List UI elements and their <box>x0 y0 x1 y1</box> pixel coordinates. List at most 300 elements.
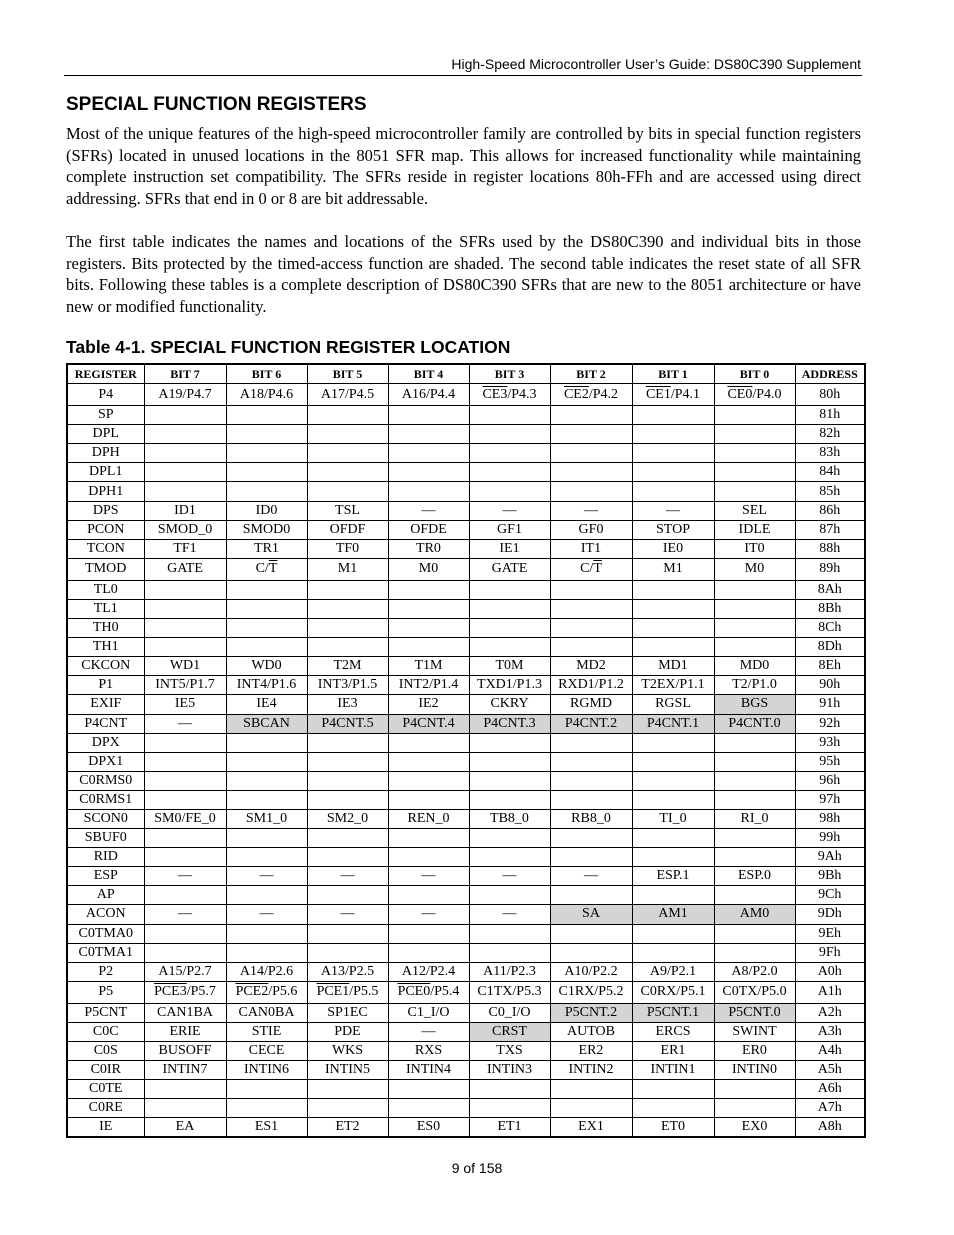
table-row <box>67 1042 865 1061</box>
bit-label: P4CNT.2 <box>564 715 618 731</box>
bit-cell <box>714 829 795 848</box>
bit-cell <box>550 714 632 733</box>
bit-label: SMOD_0 <box>157 521 213 537</box>
table-row <box>67 482 865 501</box>
bit-label: ESP.0 <box>737 868 772 884</box>
bit-label: — <box>421 502 436 518</box>
bit-cell <box>632 520 714 539</box>
bit-cell <box>714 1003 795 1022</box>
address-cell: 99h <box>795 829 865 848</box>
active-low-signal: $\overline{T}$ <box>593 561 602 577</box>
bit-cell <box>469 962 550 981</box>
bit-label: ET1 <box>497 1119 522 1135</box>
bit-cell <box>550 558 632 580</box>
bit-cell <box>144 733 226 752</box>
table-row <box>67 1080 865 1099</box>
bit-cell <box>714 558 795 580</box>
bit-cell <box>469 886 550 905</box>
bit-label: — <box>584 502 598 518</box>
bit-cell <box>388 580 469 599</box>
bit-cell <box>388 1003 469 1022</box>
bit-cell <box>144 638 226 657</box>
register-name-cell: C0C <box>67 1022 144 1041</box>
bit-cell <box>469 771 550 790</box>
bit-label: SM2_0 <box>326 811 369 827</box>
table-row <box>67 809 865 828</box>
bit-cell <box>632 1080 714 1099</box>
bit-label: /P5.6 <box>268 984 298 1000</box>
bit-label: C0TX/P5.0 <box>722 984 787 1000</box>
bit-cell <box>550 695 632 714</box>
bit-cell <box>144 714 226 733</box>
table-row <box>67 752 865 771</box>
bit-cell <box>550 1080 632 1099</box>
bit-cell <box>714 1042 795 1061</box>
bit-cell <box>144 752 226 771</box>
bit-cell <box>307 790 388 809</box>
address-cell: 9Ah <box>795 848 865 867</box>
bit-cell <box>388 444 469 463</box>
address-cell: 98h <box>795 809 865 828</box>
address-cell: 92h <box>795 714 865 733</box>
register-name-cell: C0TMA1 <box>67 943 144 962</box>
address-cell: 8Dh <box>795 638 865 657</box>
bit-cell <box>469 981 550 1003</box>
bit-cell <box>144 539 226 558</box>
bit-cell <box>469 558 550 580</box>
bit-label: SA <box>582 906 600 922</box>
table-row <box>67 771 865 790</box>
bit-cell <box>632 962 714 981</box>
bit-cell <box>632 482 714 501</box>
bit-cell <box>144 425 226 444</box>
register-name-cell: DPS <box>67 501 144 520</box>
bit-cell <box>550 1022 632 1041</box>
bit-cell <box>226 809 307 828</box>
bit-cell <box>307 905 388 924</box>
bit-cell <box>714 962 795 981</box>
table-row <box>67 1022 865 1041</box>
address-cell: 83h <box>795 444 865 463</box>
bit-label: — <box>259 906 274 922</box>
bit-cell <box>388 771 469 790</box>
bit-cell <box>714 539 795 558</box>
bit-cell <box>632 425 714 444</box>
bit-cell <box>632 539 714 558</box>
bit-cell <box>550 384 632 406</box>
bit-label: INTIN7 <box>162 1062 208 1078</box>
bit-label: RGSL <box>655 696 691 712</box>
bit-cell <box>632 619 714 638</box>
bit-label: TI_0 <box>659 811 687 827</box>
bit-label: IT0 <box>744 540 765 556</box>
bit-label: MD0 <box>739 658 770 674</box>
bit-label: A16/P4.4 <box>401 386 456 402</box>
bit-label: IE0 <box>662 540 684 556</box>
bit-label: GF1 <box>497 521 522 537</box>
bit-cell <box>144 1061 226 1080</box>
bit-label: BGS <box>740 696 769 712</box>
register-name-cell: ACON <box>67 905 144 924</box>
bit-label: — <box>584 868 598 884</box>
address-cell: 80h <box>795 384 865 406</box>
header-bit-3: BIT 3 <box>469 364 550 384</box>
bit-cell <box>469 829 550 848</box>
active-low-signal: PCE2 <box>235 984 269 1000</box>
bit-cell <box>632 924 714 943</box>
intro-paragraph: Most of the unique features of the high-speed microcontroller family are controlled by bits in special function registers (SFRs) located in unused locations in the 8051 SFR map. This allows for increased functionality while maintaining complete instruction set compatibility. The SFRs reside in register locations 80h-FFh and are accessed using direct addressing. SFRs that end in 0 or 8 are bit addressable. <box>66 124 861 208</box>
bit-cell <box>714 482 795 501</box>
bit-cell <box>469 638 550 657</box>
bit-label: M1 <box>337 561 358 577</box>
register-name-cell: DPH1 <box>67 482 144 501</box>
bit-label: INTIN4 <box>405 1062 452 1078</box>
table-row <box>67 425 865 444</box>
table-row <box>67 962 865 981</box>
bit-cell <box>307 733 388 752</box>
bit-label: /P4.2 <box>588 386 619 402</box>
bit-cell <box>144 520 226 539</box>
bit-label: SM1_0 <box>245 811 288 827</box>
bit-cell <box>307 867 388 886</box>
bit-cell <box>550 539 632 558</box>
bit-label: /P4.3 <box>507 386 537 402</box>
header-bit-5: BIT 5 <box>307 364 388 384</box>
bit-cell <box>388 520 469 539</box>
bit-label: — <box>502 906 517 922</box>
bit-label: OFDE <box>410 521 447 537</box>
bit-cell <box>307 638 388 657</box>
bit-label: WKS <box>331 1043 364 1059</box>
register-name-cell: TMOD <box>67 558 144 580</box>
bit-cell <box>714 733 795 752</box>
bit-cell <box>469 1003 550 1022</box>
bit-cell <box>632 580 714 599</box>
bit-cell <box>469 539 550 558</box>
header-address: ADDRESS <box>795 364 865 384</box>
bit-cell <box>632 714 714 733</box>
bit-cell <box>307 520 388 539</box>
bit-cell <box>226 981 307 1003</box>
bit-label: AM0 <box>739 906 770 922</box>
table-row <box>67 695 865 714</box>
bit-label: INTIN5 <box>324 1062 371 1078</box>
bit-label: — <box>340 906 355 922</box>
bit-cell <box>632 886 714 905</box>
bit-cell <box>226 1003 307 1022</box>
bit-label: MD1 <box>658 658 688 674</box>
table-row <box>67 886 865 905</box>
register-name-cell: RID <box>67 848 144 867</box>
bit-cell <box>632 1042 714 1061</box>
bit-cell <box>226 714 307 733</box>
bit-cell <box>226 1042 307 1061</box>
bit-cell <box>226 425 307 444</box>
bit-cell <box>550 638 632 657</box>
register-name-cell: SCON0 <box>67 809 144 828</box>
bit-cell <box>388 1099 469 1118</box>
address-cell: A3h <box>795 1022 865 1041</box>
bit-cell <box>714 463 795 482</box>
bit-cell <box>307 981 388 1003</box>
bit-label: P4CNT.1 <box>646 715 700 731</box>
bit-cell <box>714 657 795 676</box>
bit-label: P4CNT.4 <box>402 715 455 731</box>
bit-label: INT2/P1.4 <box>398 677 459 693</box>
table-row <box>67 867 865 886</box>
bit-cell <box>550 943 632 962</box>
bit-cell <box>307 1118 388 1138</box>
bit-label: C0_I/O <box>488 1004 531 1020</box>
bit-cell <box>307 1003 388 1022</box>
bit-cell <box>226 501 307 520</box>
bit-cell <box>307 962 388 981</box>
bit-cell <box>388 425 469 444</box>
address-cell: 8Eh <box>795 657 865 676</box>
bit-cell <box>550 924 632 943</box>
bit-cell <box>714 1080 795 1099</box>
active-low-signal: CE0 <box>727 386 753 402</box>
bit-label: C0RX/P5.1 <box>640 984 706 1000</box>
bit-cell <box>226 1099 307 1118</box>
bit-cell <box>226 771 307 790</box>
table-row <box>67 539 865 558</box>
register-name-cell: C0TE <box>67 1080 144 1099</box>
bit-cell <box>226 676 307 695</box>
bit-label: RB8_0 <box>571 811 611 827</box>
address-cell: 97h <box>795 790 865 809</box>
table-row <box>67 1061 865 1080</box>
bit-cell <box>144 1080 226 1099</box>
bit-label: P4CNT.3 <box>483 715 536 731</box>
bit-cell <box>388 981 469 1003</box>
bit-cell <box>144 580 226 599</box>
table-row <box>67 848 865 867</box>
bit-cell <box>226 1061 307 1080</box>
bit-label: GATE <box>491 561 528 577</box>
bit-label: — <box>421 868 436 884</box>
table-row <box>67 1003 865 1022</box>
bit-label: CRST <box>491 1023 527 1039</box>
bit-cell <box>226 790 307 809</box>
bit-cell <box>226 943 307 962</box>
bit-label: TXD1/P1.3 <box>477 677 542 693</box>
bit-cell <box>388 848 469 867</box>
address-cell: 88h <box>795 539 865 558</box>
bit-cell <box>144 924 226 943</box>
bit-cell <box>469 848 550 867</box>
bit-label: STOP <box>656 521 690 537</box>
page-number: 9 of 158 <box>451 1160 503 1176</box>
address-cell: 8Ah <box>795 580 865 599</box>
register-name-cell: C0S <box>67 1042 144 1061</box>
bit-label: A17/P4.5 <box>320 386 375 402</box>
bit-cell <box>307 848 388 867</box>
bit-label: IE1 <box>499 540 520 556</box>
register-name-cell: TL1 <box>67 599 144 618</box>
address-cell: A1h <box>795 981 865 1003</box>
register-name-cell: DPX1 <box>67 752 144 771</box>
bit-label: PDE <box>334 1023 361 1039</box>
bit-cell <box>714 1099 795 1118</box>
bit-label: C/ <box>255 561 269 577</box>
bit-cell <box>550 580 632 599</box>
bit-cell <box>469 406 550 425</box>
bit-label: T2M <box>333 658 362 674</box>
bit-cell <box>550 444 632 463</box>
bit-cell <box>469 580 550 599</box>
register-name-cell: P4 <box>67 384 144 406</box>
sfr-location-table <box>66 363 866 1138</box>
bit-cell <box>144 1099 226 1118</box>
bit-cell <box>469 1099 550 1118</box>
address-cell: 84h <box>795 463 865 482</box>
register-name-cell: DPL <box>67 425 144 444</box>
bit-cell <box>714 848 795 867</box>
table-row <box>67 924 865 943</box>
bit-cell <box>632 771 714 790</box>
register-name-cell: DPH <box>67 444 144 463</box>
bit-cell <box>388 657 469 676</box>
bit-cell <box>388 599 469 618</box>
bit-cell <box>388 558 469 580</box>
bit-cell <box>550 981 632 1003</box>
bit-cell <box>714 520 795 539</box>
address-cell: 9Bh <box>795 867 865 886</box>
bit-label: /P5.4 <box>430 984 460 1000</box>
bit-cell <box>550 962 632 981</box>
bit-cell <box>226 829 307 848</box>
bit-cell <box>388 733 469 752</box>
bit-label: RXD1/P1.2 <box>558 677 624 693</box>
bit-cell <box>388 886 469 905</box>
bit-cell <box>469 657 550 676</box>
bit-cell <box>144 482 226 501</box>
header-bit-0: BIT 0 <box>714 364 795 384</box>
bit-cell <box>144 981 226 1003</box>
bit-cell <box>632 695 714 714</box>
table-title: Table 4-1. SPECIAL FUNCTION REGISTER LOCATION <box>66 337 511 357</box>
bit-label: — <box>178 906 192 922</box>
bit-label: ET2 <box>335 1119 360 1135</box>
bit-label: P5CNT.2 <box>564 1004 618 1020</box>
bit-cell <box>469 463 550 482</box>
bit-cell <box>550 1118 632 1138</box>
bit-cell <box>144 848 226 867</box>
register-name-cell: TH1 <box>67 638 144 657</box>
bit-label: — <box>259 868 274 884</box>
bit-label: /P5.5 <box>349 984 379 1000</box>
bit-label: RXS <box>414 1043 443 1059</box>
bit-cell <box>226 733 307 752</box>
bit-label: SWINT <box>732 1023 777 1039</box>
bit-cell <box>388 1080 469 1099</box>
bit-cell <box>144 695 226 714</box>
bit-cell <box>469 619 550 638</box>
bit-label: — <box>502 868 517 884</box>
bit-cell <box>550 790 632 809</box>
table-row <box>67 463 865 482</box>
bit-cell <box>388 714 469 733</box>
bit-cell <box>226 752 307 771</box>
bit-cell <box>632 809 714 828</box>
active-low-signal: CE1 <box>645 386 671 402</box>
bit-cell <box>226 1118 307 1138</box>
bit-cell <box>714 619 795 638</box>
bit-cell <box>388 501 469 520</box>
bit-label: ID1 <box>174 502 196 518</box>
register-name-cell: P5 <box>67 981 144 1003</box>
table-row <box>67 905 865 924</box>
bit-label: C1RX/P5.2 <box>558 984 624 1000</box>
bit-cell <box>550 848 632 867</box>
bit-cell <box>632 790 714 809</box>
bit-label: A15/P2.7 <box>158 963 212 979</box>
bit-cell <box>388 619 469 638</box>
bit-cell <box>388 1118 469 1138</box>
address-cell: 95h <box>795 752 865 771</box>
bit-cell <box>632 867 714 886</box>
bit-label: A12/P2.4 <box>401 963 456 979</box>
bit-label: INT5/P1.7 <box>155 677 215 693</box>
bit-cell <box>144 599 226 618</box>
register-name-cell: PCON <box>67 520 144 539</box>
bit-label: IE3 <box>337 696 358 712</box>
bit-cell <box>550 425 632 444</box>
bit-cell <box>144 619 226 638</box>
table-row <box>67 444 865 463</box>
bit-cell <box>144 962 226 981</box>
bit-label: SM0/FE_0 <box>154 811 216 827</box>
bit-cell <box>632 1061 714 1080</box>
bit-label: RGMD <box>569 696 612 712</box>
bit-label: WD1 <box>169 658 201 674</box>
bit-cell <box>469 676 550 695</box>
section-title: SPECIAL FUNCTION REGISTERS <box>66 94 367 115</box>
bit-cell <box>226 482 307 501</box>
table-row <box>67 580 865 599</box>
bit-cell <box>226 463 307 482</box>
table-row <box>67 406 865 425</box>
header-rule <box>64 75 862 76</box>
table-row <box>67 943 865 962</box>
bit-label: CECE <box>248 1043 285 1059</box>
bit-label: ES1 <box>254 1119 279 1135</box>
bit-label: A13/P2.5 <box>320 963 375 979</box>
bit-label: P4CNT.5 <box>321 715 374 731</box>
bit-cell <box>469 1080 550 1099</box>
active-low-signal: PCE3 <box>154 984 187 1000</box>
bit-cell <box>550 482 632 501</box>
bit-cell <box>469 444 550 463</box>
bit-cell <box>144 1118 226 1138</box>
bit-cell <box>632 406 714 425</box>
bit-cell <box>388 695 469 714</box>
bit-cell <box>469 867 550 886</box>
bit-label: INTIN6 <box>243 1062 290 1078</box>
bit-cell <box>226 638 307 657</box>
active-low-signal: CE2 <box>563 386 589 402</box>
bit-label: EX0 <box>741 1119 768 1135</box>
page-header: High-Speed Microcontroller User’s Guide: DS80C390 Supplement <box>451 56 861 72</box>
bit-cell <box>388 867 469 886</box>
register-name-cell: IE <box>67 1118 144 1138</box>
bit-cell <box>714 1118 795 1138</box>
bit-cell <box>714 1022 795 1041</box>
bit-cell <box>469 599 550 618</box>
bit-cell <box>714 425 795 444</box>
bit-cell <box>388 1061 469 1080</box>
